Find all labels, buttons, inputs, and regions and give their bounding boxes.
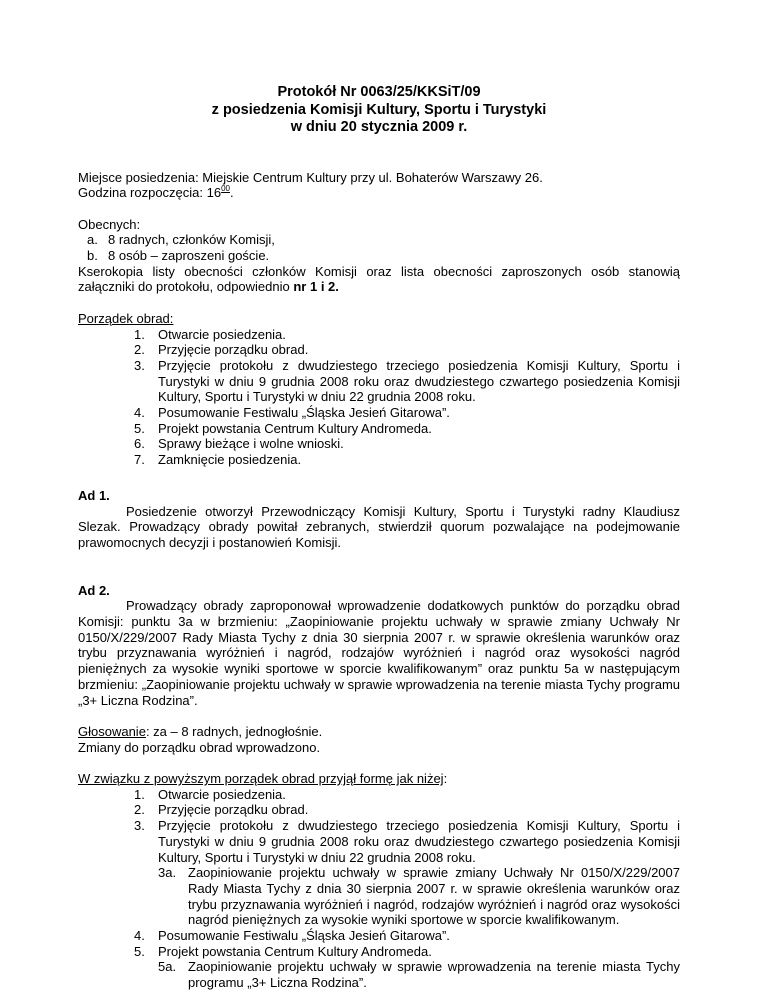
list-marker: 3. — [134, 357, 145, 373]
agenda-list — [78, 327, 680, 468]
new-agenda-item — [78, 928, 680, 944]
agenda-item — [78, 436, 680, 452]
list-item-text: Przyjęcie protokołu z dwudziestego trzeciego posiedzenia Komisji Kultury, Sportu i Turystyki w dniu 9 grudnia 2008 roku oraz dwudziestego czwartego posiedzenia Komisji Kultury, Sportu i Turystyki w dniu 22 grudnia 2008 roku. — [158, 818, 680, 865]
list-item-text: Przyjęcie porządku obrad. — [158, 802, 309, 818]
list-marker: b. — [87, 248, 98, 263]
list-marker: a. — [87, 232, 98, 248]
attendance-label: Obecnych: — [78, 216, 141, 232]
new-agenda-label — [78, 771, 680, 787]
list-item-text: Przyjęcie porządku obrad. — [158, 342, 309, 358]
new-agenda-list — [78, 787, 680, 991]
document-title-line-3: w dniu 20 stycznia 2009 r. — [290, 119, 468, 135]
list-marker: 4. — [134, 928, 145, 944]
new-agenda-item — [78, 787, 680, 803]
meeting-start-minutes: 00 — [221, 184, 230, 194]
attendance-list — [78, 232, 680, 263]
list-marker: 7. — [134, 452, 145, 468]
list-item-text: Zamknięcie posiedzenia. — [158, 452, 302, 468]
new-agenda-item — [78, 944, 680, 991]
ad1-paragraph: Posiedzenie otworzył Przewodniczący Komisji Kultury, Sportu i Turystyki radny Klaudiusz Slezak. Prowadzący obrady powitał zebranych, stwierdził quorum pozwalające na podejmowanie prawomocnych decyzji i postanowień Komisji. — [78, 503, 680, 550]
list-item-text: 8 radnych, członków Komisji, — [108, 232, 275, 248]
ad1-heading: Ad 1. — [78, 487, 110, 503]
agenda-item — [78, 358, 680, 405]
list-item-text: Projekt powstania Centrum Kultury Andromeda. — [158, 943, 432, 959]
list-marker: 1. — [134, 326, 145, 342]
document-title-line-2: z posiedzenia Komisji Kultury, Sportu i Turystyki — [211, 101, 547, 118]
attendance-note — [78, 264, 680, 295]
new-agenda-subitem — [158, 865, 680, 928]
list-marker: 3a. — [158, 865, 177, 881]
agenda-change-note: Zmiany do porządku obrad wprowadzono. — [78, 739, 321, 755]
attendance-note-text: Kserokopia listy obecności członków Komisji oraz lista obecności zaproszonych osób stanowią załączniki do protokołu, odpowiednio — [78, 263, 680, 295]
agenda-item — [78, 342, 680, 358]
list-marker: 6. — [134, 436, 145, 452]
list-marker: 1. — [134, 786, 145, 802]
list-marker: 4. — [134, 405, 145, 421]
list-item-text: Posumowanie Festiwalu „Śląska Jesień Gitarowa”. — [158, 928, 450, 944]
new-agenda-label-colon: : — [443, 771, 448, 787]
new-agenda-label-text: W związku z powyższym porządek obrad przyjął formę jak niżej — [78, 771, 444, 787]
new-agenda-sublist — [158, 959, 680, 990]
new-agenda-item — [78, 818, 680, 928]
list-item-text: Sprawy bieżące i wolne wnioski. — [158, 436, 344, 452]
vote-text: : za – 8 radnych, jednogłośnie. — [145, 723, 323, 739]
new-agenda-subitem — [158, 959, 680, 990]
list-item-text: Przyjęcie protokołu z dwudziestego trzeciego posiedzenia Komisji Kultury, Sportu i Turystyki w dniu 9 grudnia 2008 roku oraz dwudziestego czwartego posiedzenia Komisji Kultury, Sportu i Turystyki w dniu 22 grudnia 2008 roku. — [158, 357, 680, 405]
list-marker: 5a. — [158, 959, 177, 975]
list-item-text: Posumowanie Festiwalu „Śląska Jesień Gitarowa”. — [158, 405, 450, 421]
new-agenda-item — [78, 802, 680, 818]
document-page — [78, 84, 680, 991]
meeting-place: Miejsce posiedzenia: Miejskie Centrum Kultury przy ul. Bohaterów Warszawy 26. — [78, 169, 543, 185]
attendance-item — [78, 232, 680, 248]
agenda-item — [78, 421, 680, 437]
attendance-item — [78, 248, 680, 264]
agenda-label: Porządek obrad: — [78, 310, 174, 326]
ad2-heading: Ad 2. — [78, 582, 110, 598]
list-item-text: Zaopiniowanie projektu uchwały w sprawie zmiany Uchwały Nr 0150/X/229/2007 Rady Miasta Tychy z dnia 30 sierpnia 2007 r. w sprawie określenia warunków oraz trybu przyznawania wyróżnień i nagród, rodzajów wyróżnień i nagród oraz wysokości nagród pieniężnych za wysokie wyniki sportowe w sporcie kwalifikowanym. — [188, 865, 680, 928]
list-marker: 3. — [134, 818, 145, 834]
attendance-note-attachments: nr 1 i 2. — [293, 279, 339, 295]
list-item-text: Otwarcie posiedzenia. — [158, 786, 286, 802]
list-marker: 5. — [134, 420, 145, 436]
meeting-start-label: Godzina rozpoczęcia: 16 — [78, 185, 222, 201]
list-item-text: Zaopiniowanie projektu uchwały w sprawie wprowadzenia na terenie miasta Tychy programu „3+ Liczna Rodzina”. — [188, 959, 680, 991]
vote-result — [78, 724, 680, 740]
list-item-text: 8 osób – zaproszeni goście. — [108, 248, 270, 263]
new-agenda-sublist — [158, 865, 680, 928]
document-title-line-1: Protokół Nr 0063/25/KKSiT/09 — [277, 84, 481, 100]
agenda-item — [78, 327, 680, 343]
list-marker: 5. — [134, 943, 145, 959]
vote-label: Głosowanie — [78, 723, 146, 739]
meeting-start-period: . — [230, 185, 234, 201]
ad2-paragraph: Prowadzący obrady zaproponował wprowadzenie dodatkowych punktów do porządku obrad Komisji: punktu 3a w brzmieniu: „Zaopiniowanie projektu uchwały w sprawie zmiany Uchwały Nr 0150/X/229/2007 Rady Miasta Tychy z dnia 30 sierpnia 2007 r. w sprawie określenia warunków oraz trybu przyznawania wyróżnień i nagród, rodzajów wyróżnień i nagród oraz wysokości nagród pieniężnych za wysokie wyniki sportowe w sporcie kwalifikowanym” oraz punktu 5a w następującym brzmieniu: „Zaopiniowanie projektu uchwały w sprawie wprowadzenia na terenie miasta Tychy programu „3+ Liczna Rodzina”. — [78, 598, 680, 708]
list-item-text: Projekt powstania Centrum Kultury Andromeda. — [158, 420, 432, 436]
agenda-item — [78, 452, 680, 468]
list-marker: 2. — [134, 802, 145, 818]
list-marker: 2. — [134, 342, 145, 358]
meeting-start-time — [78, 185, 680, 201]
list-item-text: Otwarcie posiedzenia. — [158, 326, 286, 342]
agenda-item — [78, 405, 680, 421]
